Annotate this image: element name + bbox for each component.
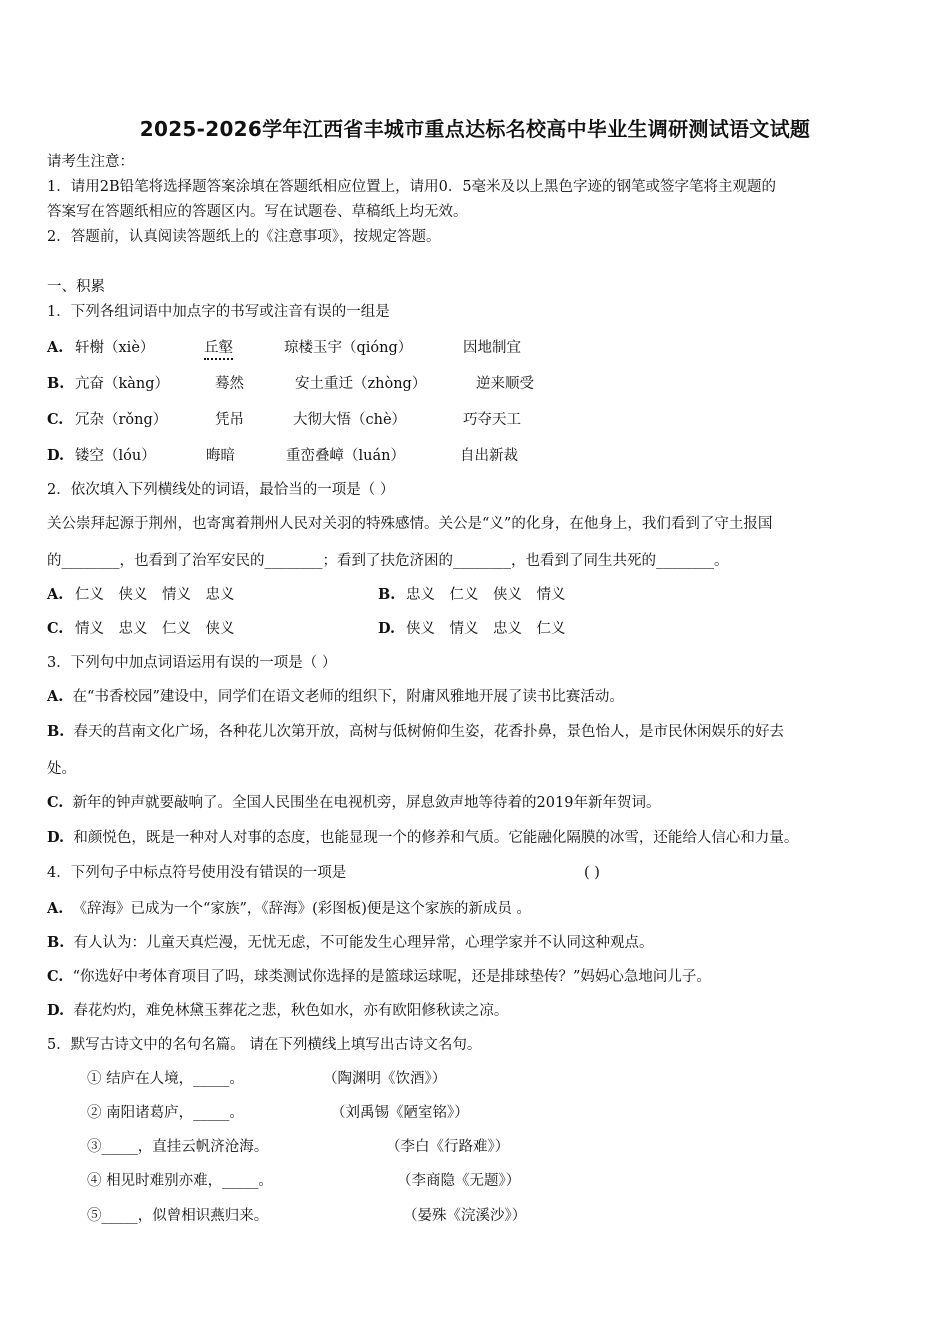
q1-d-word4: 自出新裁: [460, 448, 518, 464]
option-letter: C.: [47, 411, 64, 428]
notice-item1-line1: 1．请用2B铅笔将选择题答案涂填在答题纸相应位置上，请用0．5毫米及以上黑色字迹的钢笔或签字笔将主观题的: [47, 179, 777, 195]
q1-d-word3: 重峦叠嶂（luán）: [286, 448, 405, 464]
q1-a-word2: 丘壑: [204, 338, 233, 360]
option-text: 忠义 仁义 侠义 情义: [406, 587, 566, 603]
q1-c-word4: 巧夺天工: [463, 412, 521, 428]
q5-item-1: ① 结庐在人境，_____。: [87, 1071, 244, 1087]
q5-item-2: ② 南阳诸葛庐，_____。: [87, 1105, 244, 1121]
q1-b-word4: 逆来顺受: [476, 376, 534, 392]
option-letter: B.: [47, 375, 65, 392]
option-letter: A.: [47, 586, 64, 603]
q3-option-b-cont: 处。: [47, 761, 76, 777]
option-letter: B.: [378, 586, 396, 603]
q1-c-word1: 冗杂（rǒng）: [75, 412, 168, 428]
q4-option-d: D. 春花灼灼，难免林黛玉葬花之悲，秋色如水，亦有欧阳修秋读之凉。: [47, 1002, 509, 1019]
q2-option-d: [378, 619, 566, 639]
option-text: 《辞海》已成为一个“家族”，《辞海》(彩图板)便是这个家族的新成员 。: [72, 901, 532, 917]
q5-item-1-source: （陶渊明《饮酒》）: [323, 1071, 447, 1087]
q4-option-a: A. 《辞海》已成为一个“家族”，《辞海》(彩图板)便是这个家族的新成员 。: [47, 900, 532, 917]
option-letter: A.: [47, 339, 64, 356]
notice-heading: 请考生注意：: [47, 154, 134, 170]
option-text: 有人认为：儿童天真烂漫，无忧无虑，不可能发生心理异常，心理学家并不认同这种观点。: [73, 935, 654, 951]
notice-item1-line2: 答案写在答题纸相应的答题区内。写在试题卷、草稿纸上均无效。: [47, 204, 468, 220]
q5-item-2-source: （刘禹锡《陋室铭》）: [331, 1105, 469, 1121]
q1-a-word3: 琼楼玉宇（qióng）: [284, 340, 413, 356]
option-text: 新年的钟声就要敲响了。全国人民围坐在电视机旁，屏息敛声地等待着的2019年新年贺词。: [72, 795, 661, 811]
option-text: 仁义 侠义 情义 忠义: [75, 587, 235, 603]
q5-item-5: ⑤_____，似曾相识燕归来。: [87, 1208, 269, 1224]
q5-item-4-source: （李商隐《无题》）: [397, 1173, 521, 1189]
q1-d-word1: 镂空（lóu）: [75, 448, 156, 464]
option-text: 春天的莒南文化广场，各种花儿次第开放，高树与低树俯仰生姿，花香扑鼻，景色怡人，是市民休闲娱乐的好去: [73, 724, 785, 740]
q3-stem: 3．下列句中加点词语运用有误的一项是（ ）: [47, 655, 337, 671]
option-letter: D.: [378, 620, 396, 637]
q2-passage-line1: 关公崇拜起源于荆州，也寄寓着荆州人民对关羽的特殊感情。关公是“义”的化身，在他身上，我们看到了守土报国: [47, 516, 773, 532]
q4-stem: 4．下列句子中标点符号使用没有错误的一项是: [47, 865, 347, 881]
q2-option-b: [378, 585, 566, 605]
section-heading: 一、积累: [47, 279, 105, 295]
q1-c-word3: 大彻大悟（chè）: [293, 412, 407, 428]
q2-option-c: [47, 619, 235, 639]
q1-a-word4: 因地制宜: [463, 340, 521, 356]
q5-item-5-source: （晏殊《浣溪沙》）: [403, 1208, 527, 1224]
q5-item-3-source: （李白《行路难》）: [386, 1139, 510, 1155]
option-letter: C.: [47, 620, 64, 637]
q2-passage-line2: 的________，也看到了治军安民的________；看到了扶危济困的________，也看到了同生共死的________。: [47, 553, 729, 569]
option-text: 情义 忠义 仁义 侠义: [75, 621, 235, 637]
q3-option-c: C. 新年的钟声就要敲响了。全国人民围坐在电视机旁，屏息敛声地等待着的2019年新年贺词。: [47, 794, 661, 811]
q5-item-3: ③_____，直挂云帆济沧海。: [87, 1139, 269, 1155]
q1-b-word2: 蓦然: [215, 376, 244, 392]
q1-d-word2: 晦暗: [206, 448, 235, 464]
q2-stem: 2．依次填入下列横线处的词语，最恰当的一项是（ ）: [47, 482, 395, 498]
q1-b-word3: 安土重迁（zhòng）: [295, 376, 427, 392]
option-text: “你选好中考体育项目了吗，球类测试你选择的是篮球运球呢，还是排球垫传？”妈妈心急地问儿子。: [72, 969, 711, 985]
q3-option-d: D. 和颜悦色，既是一种对人对事的态度，也能显现一个的修养和气质。它能融化隔膜的冰雪，还能给人信心和力量。: [47, 829, 799, 846]
notice-item2: 2．答题前，认真阅读答题纸上的《注意事项》，按规定答题。: [47, 229, 441, 245]
q1-a-word1: 轩榭（xiè）: [75, 340, 155, 356]
option-text: 侠义 情义 忠义 仁义: [406, 621, 566, 637]
option-text: 在“书香校园”建设中，同学们在语文老师的组织下，附庸风雅地开展了读书比赛活动。: [72, 689, 624, 705]
q3-option-a: A. 在“书香校园”建设中，同学们在语文老师的组织下，附庸风雅地开展了读书比赛活动。: [47, 688, 624, 705]
q4-option-c: C. “你选好中考体育项目了吗，球类测试你选择的是篮球运球呢，还是排球垫传？”妈妈心急地问儿子。: [47, 968, 711, 985]
option-text: 和颜悦色，既是一种对人对事的态度，也能显现一个的修养和气质。它能融化隔膜的冰雪，还能给人信心和力量。: [73, 830, 799, 846]
q1-c-word2: 凭吊: [215, 412, 244, 428]
q4-option-b: B. 有人认为：儿童天真烂漫，无忧无虑，不可能发生心理异常，心理学家并不认同这种观点。: [47, 934, 654, 951]
q3-option-b: B. 春天的莒南文化广场，各种花儿次第开放，高树与低树俯仰生姿，花香扑鼻，景色怡人，是市民休闲娱乐的好去: [47, 723, 785, 740]
q5-item-4: ④ 相见时难别亦难，_____。: [87, 1173, 273, 1189]
q4-answer-paren: ( ): [584, 865, 600, 881]
option-letter: D.: [47, 447, 65, 464]
q1-stem: 1．下列各组词语中加点字的书写或注音有误的一组是: [47, 304, 390, 320]
q1-b-word1: 亢奋（kàng）: [75, 376, 170, 392]
q2-option-a: [47, 585, 235, 605]
page-title: 2025-2026学年江西省丰城市重点达标名校高中毕业生调研测试语文试题: [139, 117, 811, 141]
option-text: 春花灼灼，难免林黛玉葬花之悲，秋色如水，亦有欧阳修秋读之凉。: [73, 1003, 509, 1019]
q5-stem: 5．默写古诗文中的名句名篇。 请在下列横线上填写出古诗文名句。: [47, 1037, 482, 1053]
